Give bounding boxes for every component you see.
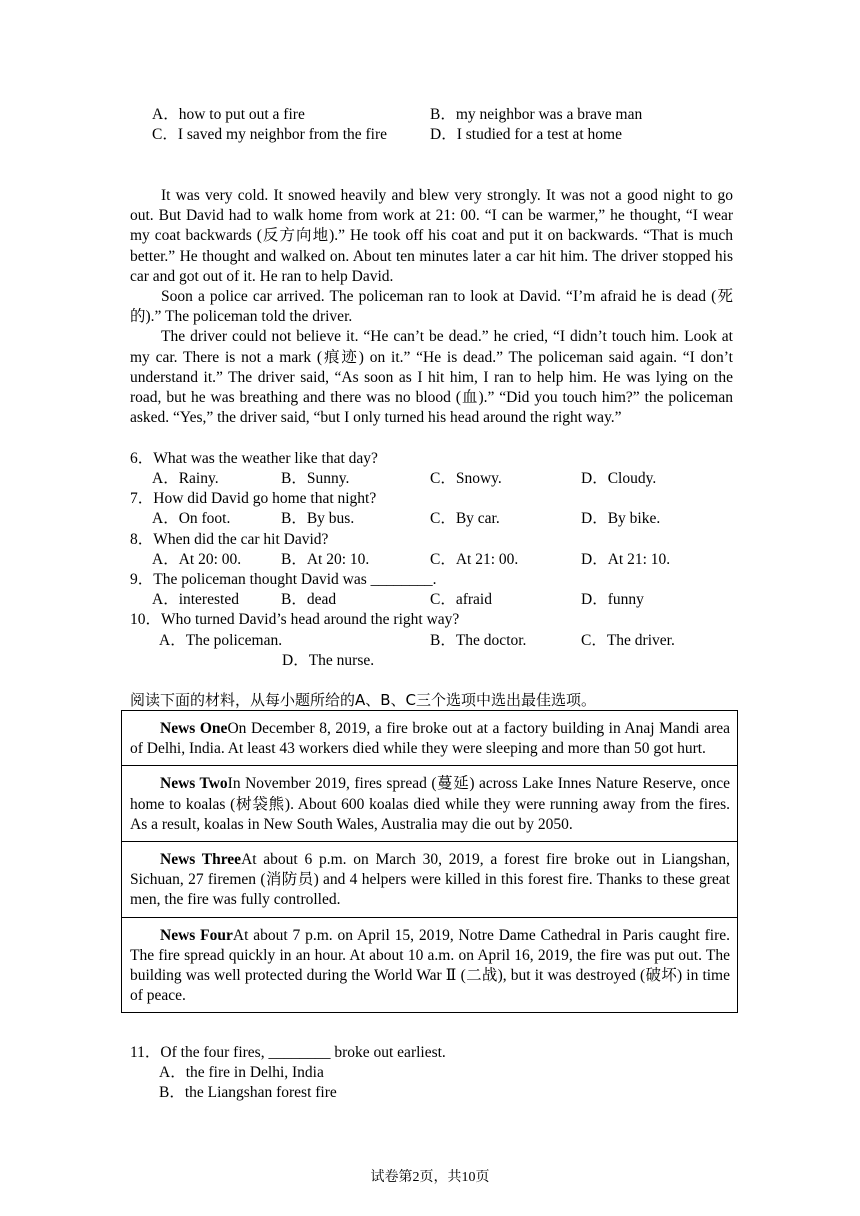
q8-option-d: D．At 21: 10. — [581, 551, 671, 568]
q9-option-c: C．afraid — [430, 591, 492, 608]
q10-option-d: D．The nurse. — [282, 652, 375, 669]
q11-option-b: B．the Liangshan forest fire — [159, 1084, 337, 1101]
news-title: News Two — [160, 775, 228, 793]
q6-option-b: B．Sunny. — [281, 470, 350, 487]
news-row — [122, 842, 737, 918]
q9-stem: 9．The policeman thought David was ________. — [130, 571, 437, 588]
news-title: News Three — [160, 851, 242, 869]
news-title: News One — [160, 720, 228, 737]
q5-option-b: B．my neighbor was a brave man — [430, 106, 643, 123]
news-table — [121, 710, 738, 1013]
news-title: News Four — [160, 926, 233, 944]
q8-option-c: C．At 21: 00. — [430, 551, 519, 568]
q10-stem: 10．Who turned David’s head around the right way? — [130, 611, 460, 628]
q7-option-c: C．By car. — [430, 510, 500, 527]
passage-paragraph-1: It was very cold. It snowed heavily and blew very strongly. It was not a good night to go out. But David had to walk home from work at 21: 00. “I can be warmer,” he thought, “I wear my coat backwards (反方向地).” He took off his coat and put it on backwards. “That is much better.” He thought and walked on. About ten minutes later a car hit him. The driver stopped his car and got out of it. He ran to help David. — [130, 187, 733, 285]
passage-paragraph-2: Soon a police car arrived. The policeman ran to look at David. “I’m afraid he is dead (死的).” The policeman told the driver. — [130, 288, 733, 326]
passage-paragraph-3: The driver could not believe it. “He can’t be dead.” he cried, “I didn’t touch him. Look at my car. There is not a mark (痕迹) on it.” “He is dead.” The policeman said again. “I don’t understand it.” The driver said, “As soon as I hit him, I ran to help him. He was lying on the road, but he was breathing and there was no blood (血).” “Did you touch him?” the policeman asked. “Yes,” the driver said, “but I only turned his head around the right way.” — [130, 328, 733, 427]
q5-option-a: A．how to put out a fire — [152, 106, 305, 123]
news-row — [122, 766, 737, 842]
q8-option-a: A．At 20: 00. — [152, 551, 242, 568]
q6-option-d: D．Cloudy. — [581, 470, 657, 487]
q9-option-a: A．interested — [152, 591, 239, 608]
q11-stem: 11．Of the four fires, ________ broke out earliest. — [130, 1044, 446, 1061]
q10-option-b: B．The doctor. — [430, 632, 527, 649]
q9-option-d: D．funny — [581, 591, 644, 608]
news-text: In November 2019, fires spread (蔓延) across Lake Innes Nature Reserve, once home to koalas (树袋熊). About 600 koalas died while they were running away from the fires. As a result, koalas in New South Wales, Australia may die out by 2050. — [130, 775, 730, 833]
q7-option-d: D．By bike. — [581, 510, 661, 527]
page-footer: 试卷第2页，共10页 — [370, 1170, 490, 1185]
q6-option-c: C．Snowy. — [430, 470, 502, 487]
q5-option-d: D．I studied for a test at home — [430, 126, 622, 143]
reading-passage — [130, 186, 733, 428]
q8-stem: 8．When did the car hit David? — [130, 531, 329, 548]
q11-option-a: A．the fire in Delhi, India — [159, 1064, 324, 1081]
q7-option-b: B．By bus. — [281, 510, 355, 527]
q6-option-a: A．Rainy. — [152, 470, 219, 487]
section-instruction: 阅读下面的材料，从每小题所给的A、B、C三个选项中选出最佳选项。 — [130, 691, 597, 709]
news-text: On December 8, 2019, a fire broke out at a factory building in Anaj Mandi area of Delhi, India. At least 43 workers died while they were sleeping and more than 50 got hurt. — [130, 720, 730, 758]
q7-option-a: A．On foot. — [152, 510, 231, 527]
q9-option-b: B．dead — [281, 591, 337, 608]
q7-stem: 7．How did David go home that night? — [130, 490, 377, 507]
q8-option-b: B．At 20: 10. — [281, 551, 370, 568]
news-text: At about 7 p.m. on April 15, 2019, Notre Dame Cathedral in Paris caught fire. The fire spread quickly in an hour. At about 10 a.m. on April 16, 2019, the fire was put out. The building was well protected during the World War Ⅱ (二战), but it was destroyed (破坏) in time of peace. — [130, 926, 730, 1005]
news-text: At about 6 p.m. on March 30, 2019, a forest fire broke out in Liangshan, Sichuan, 27 firemen (消防员) and 4 helpers were killed in this forest fire. Thanks to these great men, the fire was fully controlled. — [130, 851, 730, 909]
q10-option-a: A．The policeman. — [159, 632, 283, 649]
q6-stem: 6．What was the weather like that day? — [130, 450, 378, 467]
news-row — [122, 711, 737, 766]
q5-option-c: C．I saved my neighbor from the fire — [152, 126, 388, 143]
q10-option-c: C．The driver. — [581, 632, 675, 649]
news-row — [122, 918, 737, 1013]
